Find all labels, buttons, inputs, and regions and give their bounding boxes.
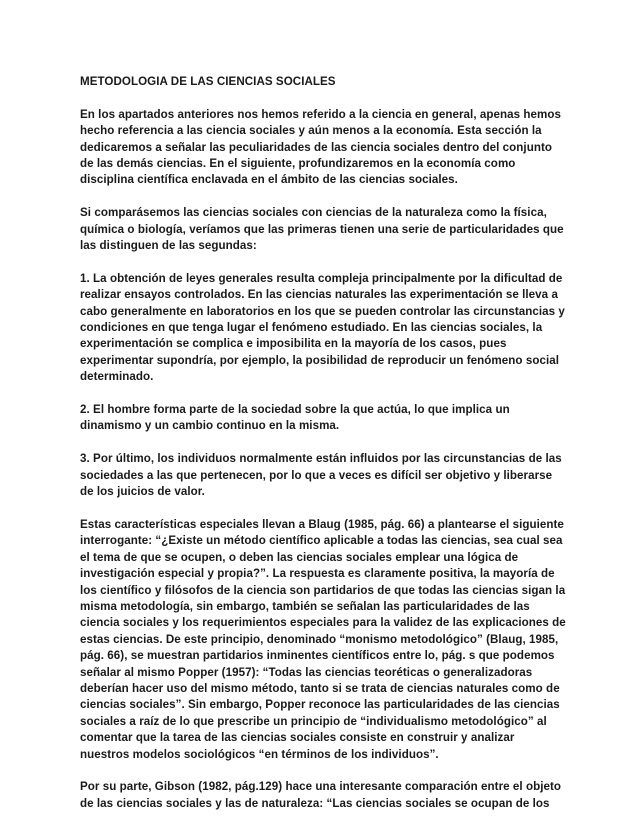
- paragraph-point-2: 2. El hombre forma parte de la sociedad sobre la que actúa, lo que implica un dinamismo y un cambio continuo en la misma.: [80, 403, 510, 433]
- paragraph-comparison: Si comparásemos las ciencias sociales con ciencias de la naturaleza como la física, química o biología, veríamos que las primeras tienen una serie de particularidades que las distinguen de las segundas:: [80, 206, 564, 253]
- document-title: METODOLOGIA DE LAS CIENCIAS SOCIALES: [80, 75, 336, 88]
- document-body: [80, 74, 566, 826]
- paragraph-blaug: Estas características especiales llevan a Blaug (1985, pág. 66) a plantearse el siguiente interrogante: “¿Existe un método científico aplicable a todas las ciencias, sea cual sea el tema de que se ocupen, o deben las ciencias sociales emplear una lógica de investigación especial y propia?”. La respuesta es claramente positiva, la mayoría de los científico y filósofos de la ciencia son partidarios de que todas las ciencias sigan la misma metodología, sin embargo, también se señalan las particularidades de las ciencia sociales y los requerimientos especiales para la validez de las explicaciones de estas ciencias. De este principio, denominado “monismo metodológico” (Blaug, 1985, pág. 66), se muestran partidarios inminentes científicos entre lo, pág. s que podemos señalar al mismo Popper (1957): “Todas las ciencias teoréticas o generalizadoras deberían hacer uso del mismo método, tanto si se trata de ciencias naturales como de ciencias sociales”. Sin embargo, Popper reconoce las particularidades de las ciencias sociales a raíz de lo que prescribe un principio de “individualismo metodológico” al comentar que la tarea de las ciencias sociales consiste en construir y analizar nuestros modelos sociológicos “en términos de los individuos”.: [80, 517, 566, 761]
- paragraph-intro: En los apartados anteriores nos hemos referido a la ciencia en general, apenas hemos hecho referencia a las ciencia sociales y aún menos a la economía. Esta sección la dedicaremos a señalar las peculiaridades de las ciencia sociales dentro del conjunto de las demás ciencias. En el siguiente, profundizaremos en la economía como disciplina científica enclavada en el ámbito de las ciencias sociales.: [80, 107, 562, 187]
- paragraph-gibson: Por su parte, Gibson (1982, pág.129) hace una interesante comparación entre el objeto de las ciencias sociales y las de naturaleza: “Las ciencias sociales se ocupan de los: [80, 780, 562, 810]
- paragraph-point-3: 3. Por último, los individuos normalmente están influidos por las circunstancias de las sociedades a las que pertenecen, por lo que a veces es difícil ser objetivo y liberarse de los juicios de valor.: [80, 452, 562, 499]
- paragraph-point-1: 1. La obtención de leyes generales resulta compleja principalmente por la dificultad de realizar ensayos controlados. En las ciencias naturales las experimentación se lleva a cabo generalmente en laboratorios en los que se pueden controlar las circunstancias y condiciones en que tenga lugar el fenómeno estudiado. En las ciencias sociales, la experimentación se complica e imposibilita en la mayoría de los casos, pues experimentar supondría, por ejemplo, la posibilidad de reproducir un fenómeno social determinado.: [80, 271, 565, 384]
